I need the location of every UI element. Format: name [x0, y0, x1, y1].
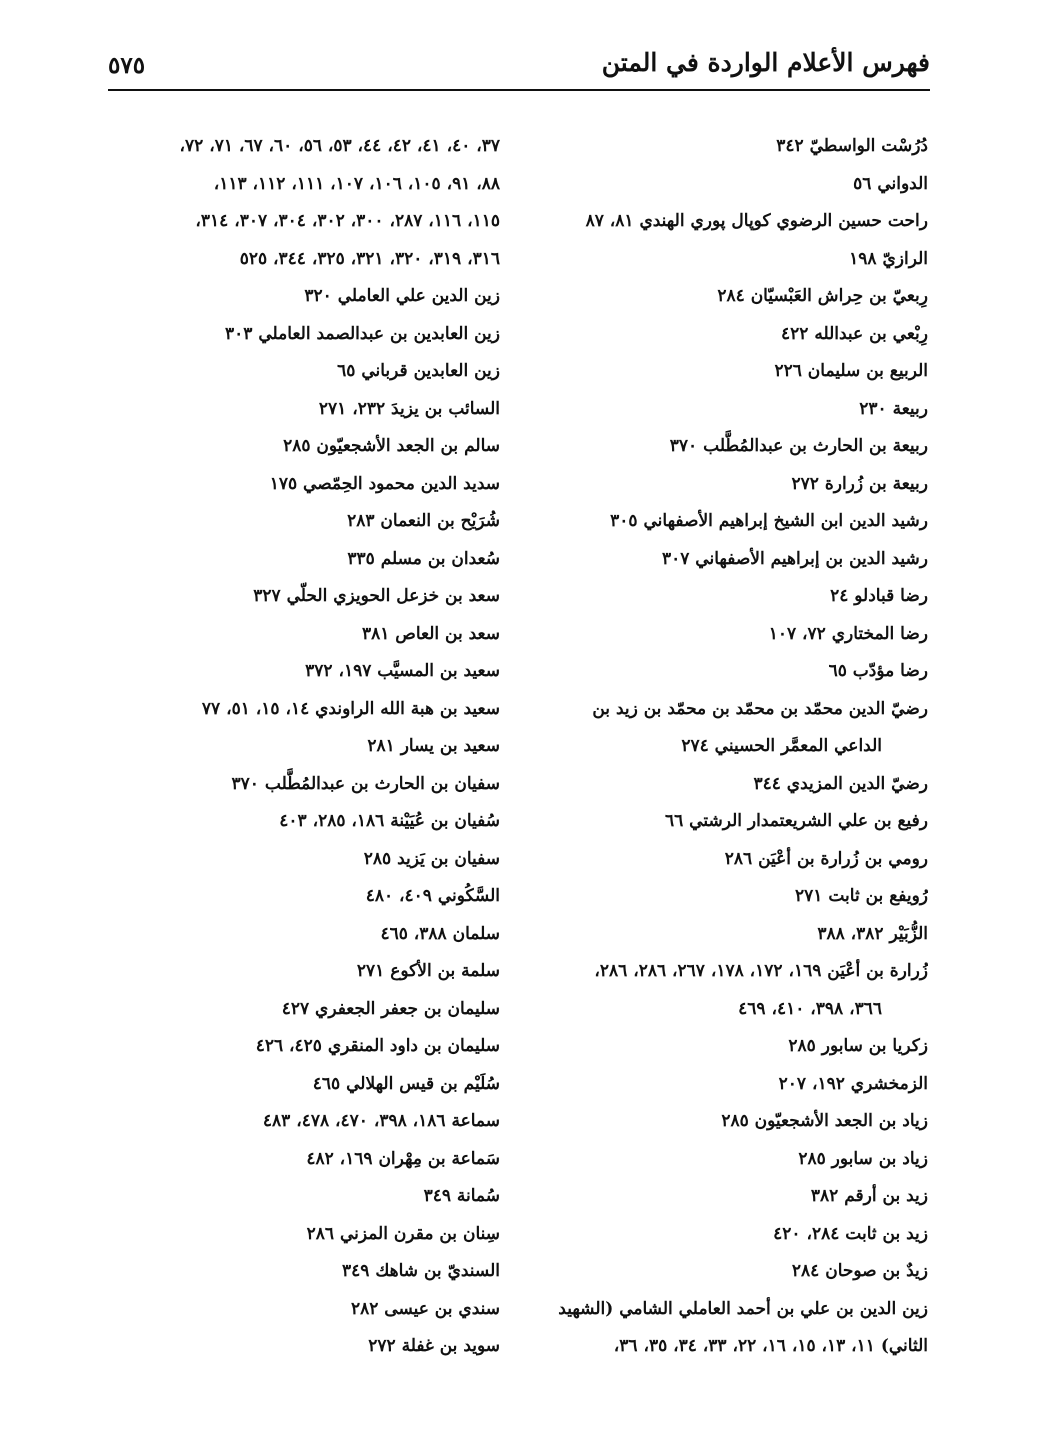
index-entry: سفيان بن يَزيد ٢٨٥	[363, 848, 500, 869]
index-entry: سلمان ٣٨٨، ٤٦٥	[380, 923, 500, 944]
index-column-left	[108, 128, 500, 1366]
index-entry: الربيع بن سليمان ٢٢٦	[774, 361, 928, 381]
page-number: ٥٧٥	[108, 52, 146, 79]
index-entry: زياد بن الجعد الأشجعيّون ٢٨٥	[721, 1111, 928, 1131]
index-entry: راحت حسين الرضوي كوپال پوري الهندي ٨١، ٨٧	[585, 211, 928, 231]
index-entry: رشيد الدين ابن الشيخ إبراهيم الأصفهاني ٣٠٥	[610, 511, 928, 531]
index-entry: ربيعة ٢٣٠	[859, 398, 928, 419]
index-entry: زياد بن سابور ٢٨٥	[798, 1148, 928, 1169]
index-entry-continuation: ٣١٦، ٣١٩، ٣٢٠، ٣٢١، ٣٢٥، ٣٤٤، ٥٢٥	[239, 248, 500, 269]
index-entry: رِبْعي بن عبدالله ٤٢٢	[781, 323, 928, 344]
index-entry: سعيد بن المسيَّب ١٩٧، ٣٧٢	[305, 661, 500, 681]
index-entry: زين الدين علي العاملي ٣٢٠	[304, 286, 500, 306]
index-entry-continuation: ٣٦٦، ٣٩٨، ٤١٠، ٤٦٩	[738, 998, 882, 1019]
index-entry: رضا مؤدّب ٦٥	[828, 661, 928, 681]
index-entry: سِنان بن مقرن المزني ٢٨٦	[306, 1223, 500, 1244]
index-entry: سفيان بن الحارث بن عبدالمُطَّلب ٣٧٠	[231, 773, 500, 794]
index-entry: رومي بن زُرارة بن أعْيَن ٢٨٦	[724, 848, 928, 869]
index-entry: رُويفع بن ثابت ٢٧١	[795, 886, 928, 906]
index-entry: سالم بن الجعد الأشجعيّون ٢٨٥	[283, 436, 500, 456]
index-entry: سُعدان بن مسلم ٣٣٥	[347, 548, 500, 569]
index-entry: سويد بن غفلة ٢٧٢	[368, 1336, 500, 1356]
index-entry: سَماعة بن مِهْران ١٦٩، ٤٨٢	[306, 1148, 500, 1169]
index-entry: زيدٌ بن صوحان ٢٨٤	[791, 1261, 928, 1281]
index-entry: رضيّ الدين المزيدي ٣٤٤	[753, 773, 928, 794]
page-title: فهرس الأعلام الواردة في المتن	[601, 48, 930, 77]
index-entry: زين الدين بن علي بن أحمد العاملي الشامي (الشهيد	[558, 1298, 928, 1319]
index-column-right	[548, 128, 928, 1366]
index-entry: زيد بن ثابت ٢٨٤، ٤٢٠	[773, 1223, 928, 1244]
index-entry: رِبعيّ بن حِراش العَبْسيّان ٢٨٤	[717, 286, 928, 306]
index-entry: سماعة ١٨٦، ٣٩٨، ٤٧٠، ٤٧٨، ٤٨٣	[262, 1111, 500, 1131]
index-entry: سعد بن خزعل الحويزي الحلّي ٣٢٧	[253, 586, 500, 606]
index-entry: رضيّ الدين محمّد بن محمّد بن محمّد بن زيد بن	[592, 698, 928, 719]
index-entry: زين العابدين قرباني ٦٥	[337, 361, 500, 381]
index-entry: سعيد بن هبة الله الراوندي ١٤، ١٥، ٥١، ٧٧	[201, 698, 500, 719]
index-entry: السنديّ بن شاهك ٣٤٩	[342, 1261, 500, 1281]
index-entry: رشيد الدين بن إبراهيم الأصفهاني ٣٠٧	[661, 548, 928, 569]
index-entry: ربيعة بن الحارث بن عبدالمُطَّلب ٣٧٠	[669, 436, 928, 456]
index-entry: سُفيان بن عُيَيْنة ١٨٦، ٢٨٥، ٤٠٣	[279, 811, 500, 831]
index-entry: سلمة بن الأكوع ٢٧١	[356, 961, 500, 981]
index-entry: شُرَيْح بن النعمان ٢٨٣	[347, 511, 500, 531]
index-entry: سعد بن العاص ٣٨١	[361, 623, 500, 644]
index-entry: سليمان بن داود المنقري ٤٢٥، ٤٢٦	[255, 1036, 500, 1056]
header-rule	[108, 89, 930, 91]
index-entry: زُرارة بن أعْيَن ١٦٩، ١٧٢، ١٧٨، ٢٦٧، ٢٨٦، ٢٨٦،	[594, 961, 928, 981]
index-entry: الزُّبَيْر ٣٨٢، ٣٨٨	[817, 923, 928, 944]
index-entry: زكريا بن سابور ٢٨٥	[788, 1036, 928, 1056]
index-entry: دُرُسْت الواسطيّ ٣٤٢	[776, 136, 928, 156]
index-entry: سُمانة ٣٤٩	[423, 1186, 500, 1206]
index-entry: سديد الدين محمود الحِمّصي ١٧٥	[269, 473, 500, 494]
index-entry: الزمخشري ١٩٢، ٢٠٧	[778, 1073, 928, 1094]
index-entry: السَّكُوني ٤٠٩، ٤٨٠	[365, 886, 500, 906]
index-entry: سليمان بن جعفر الجعفري ٤٢٧	[281, 998, 500, 1019]
index-entry: سُلَيْم بن قيس الهلالي ٤٦٥	[312, 1073, 500, 1094]
index-entry-continuation: الداعي المعمَّر الحسيني ٢٧٤	[681, 736, 882, 756]
index-entry: سعيد بن يسار ٢٨١	[367, 736, 500, 756]
index-entry: سندي بن عيسى ٢٨٢	[350, 1298, 500, 1319]
index-entry: ربيعة بن زُرارة ٢٧٢	[791, 473, 928, 494]
index-entry: زين العابدين بن عبدالصمد العاملي ٣٠٣	[225, 323, 500, 344]
index-entry: رضا المختاري ٧٢، ١٠٧	[768, 623, 928, 644]
index-entry: الرازيّ ١٩٨	[849, 248, 928, 269]
index-entry: رفيع بن علي الشريعتمدار الرشتي ٦٦	[664, 811, 928, 831]
index-entry-continuation: ٣٧، ٤٠، ٤١، ٤٢، ٤٤، ٥٣، ٥٦، ٦٠، ٦٧، ٧١، ٧٢،	[179, 136, 500, 156]
index-entry: الدواني ٥٦	[853, 173, 928, 194]
index-entry: زيد بن أرقم ٣٨٢	[810, 1186, 928, 1206]
index-entry: السائب بن يزيدَ ٢٣٢، ٢٧١	[318, 398, 500, 419]
index-entry-continuation: الثاني) ١١، ١٣، ١٥، ١٦، ٢٢، ٣٣، ٣٤، ٣٥، ٣٦،	[613, 1336, 928, 1356]
index-entry-continuation: ٨٨، ٩١، ١٠٥، ١٠٦، ١٠٧، ١١١، ١١٢، ١١٣،	[213, 173, 500, 194]
page-header	[108, 48, 930, 88]
index-entry: رضا قبادلو ٢٤	[830, 586, 928, 606]
index-entry-continuation: ١١٥، ١١٦، ٢٨٧، ٣٠٠، ٣٠٢، ٣٠٤، ٣٠٧، ٣١٤،	[195, 211, 500, 231]
